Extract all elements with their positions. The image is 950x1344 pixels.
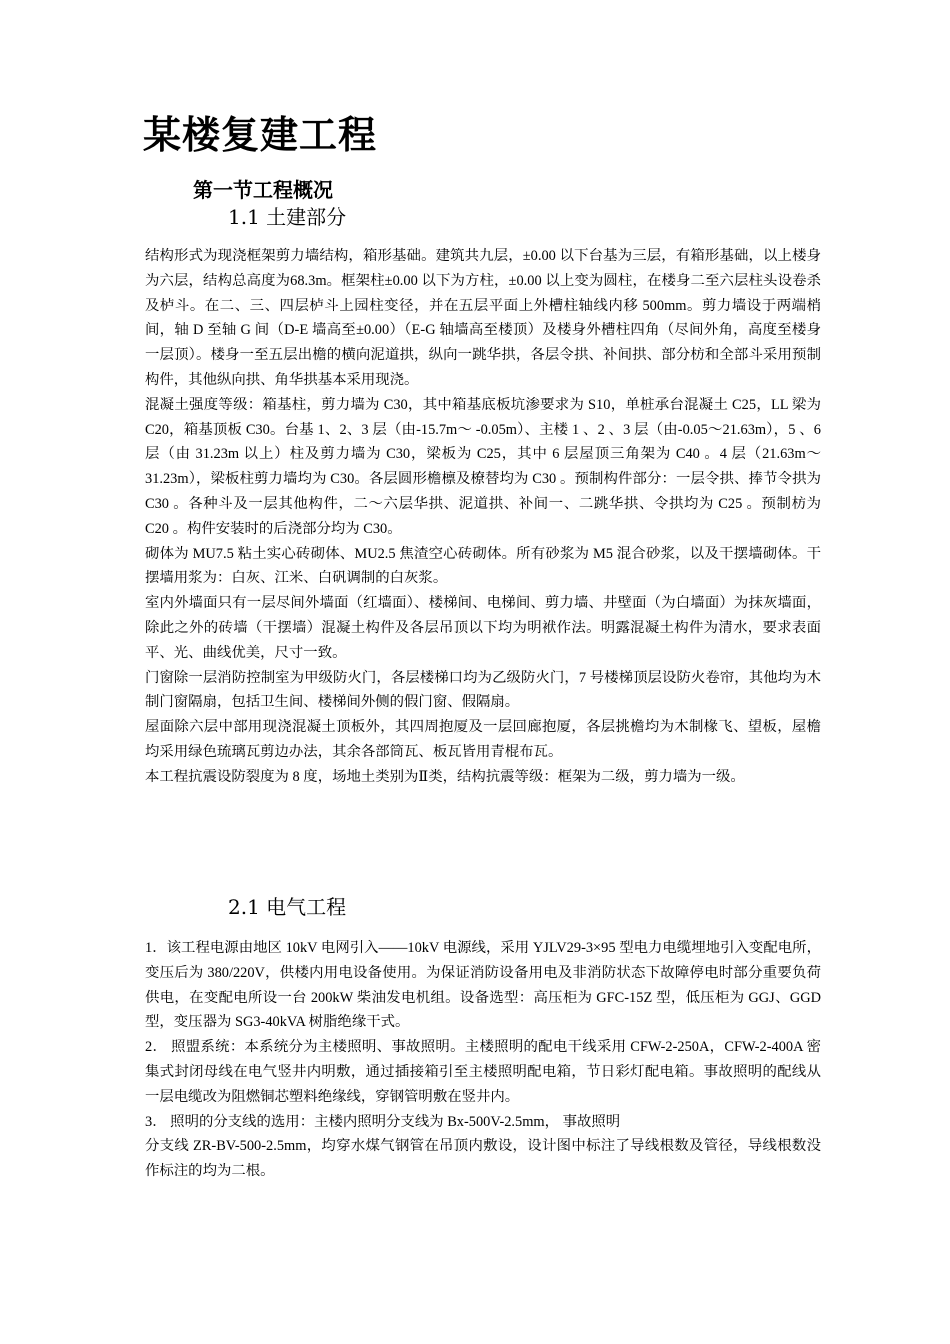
electrical-body xyxy=(145,936,821,1184)
civil-paragraph: 室内外墙面只有一层尽间外墙面（红墙面）、楼梯间、电梯间、剪力墙、井壁面（为白墙面）为抹灰墙面，除此之外的砖墙（干摆墙）混凝土构件及各层吊顶以下均为明袱作法。明露混凝土构件为清水，要求表面平、光、曲线优美，尺寸一致。 xyxy=(145,595,821,661)
document-title: 某楼复建工程 xyxy=(143,112,378,157)
section-heading: 第一节工程概况 xyxy=(193,178,333,202)
electrical-paragraph: 分支线 ZR-BV-500-2.5mm，均穿水煤气钢管在吊顶内敷设，设计图中标注了导线根数及管径，导线根数没作标注的均为二根。 xyxy=(145,1138,821,1180)
electrical-paragraph: 3． 照明的分支线的选用：主楼内照明分支线为 Bx-500V-2.5mm， 事故照明 xyxy=(145,1113,621,1130)
civil-paragraph: 本工程抗震设防裂度为 8 度，场地土类别为Ⅱ类，结构抗震等级：框架为二级，剪力墙为一级。 xyxy=(145,768,745,785)
electrical-paragraph: 2． 照盟系统：本系统分为主楼照明、事故照明。主楼照明的配电干线采用 CFW-2-250A，CFW-2-400A 密集式封闭母线在电气竖井内明敷，通过插接箱引至主楼照明配电箱，节日彩灯配电箱。事故照明的配线从一层电缆改为阻燃铜芯塑料绝缘线，穿钢管明敷在竖井内。 xyxy=(145,1039,821,1105)
electrical-heading: 2.1 电气工程 xyxy=(228,895,347,919)
civil-paragraph: 混凝土强度等级：箱基柱，剪力墙为 C30，其中箱基底板坑渗要求为 S10，单桩承台混凝土 C25，LL 梁为 C20，箱基顶板 C30。台基 1、2、3 层（由-15.7m～ -0.05m）、主楼 1 、2 、3 层（由-0.05～21.63m），5 、6 层（由 31.23m 以上）柱及剪力墙为 C30，梁板为 C25，其中 6 层屋顶三角架为 C40 。4 层（21.63m～31.23m），梁板柱剪力墙均为 C30。各层圆形檐檩及橑替均为 C30 。预制构件部分：一层令拱、捧节令拱为 C30 。各种斗及一层其他构件，二～六层华拱、泥道拱、补间一、二跳华拱、令拱均为 C25 。预制枋为 C20 。构件安装时的后浇部分均为 C30。 xyxy=(145,396,821,537)
civil-paragraph: 屋面除六层中部用现浇混凝土顶板外，其四周抱厦及一层回廊抱厦，各层挑檐均为木制椽飞、望板，屋檐均采用绿色琉璃瓦剪边办法，其余各部筒瓦、板瓦皆用青棍布瓦。 xyxy=(145,719,821,760)
civil-heading: 1.1 土建部分 xyxy=(228,205,347,229)
electrical-paragraph: 1．该工程电源由地区 10kV 电网引入——10kV 电源线，采用 YJLV29-3×95 型电力电缆埋地引入变配电所，变压后为 380/220V，供楼内用电设备使用。为保证消防设备用电及非消防状态下故障停电时部分重要负荷供电，在变配电所设一台 200kW 柴油发电机组。设备选型：高压柜为 GFC-15Z 型，低压柜为 GGJ、GGD 型，变压器为 SG3-40kVA 树脂绝缘干式。 xyxy=(145,940,821,1031)
civil-paragraph: 结构形式为现浇框架剪力墙结构，箱形基础。建筑共九层，±0.00 以下台基为三层，有箱形基础，以上楼身为六层，结构总高度为68.3m。框架柱±0.00 以下为方柱，±0.00 以上变为圆柱，在楼身二至六层柱头设卷杀及栌斗。在二、三、四层栌斗上园柱变径，并在五层平面上外槽柱轴线内移 500mm。剪力墙设于两端梢间，轴 D 至轴 G 间（D-E 墙高至±0.00）（E-G 轴墙高至楼顶）及楼身外槽柱四角（尽间外角，高度至楼身一层顶）。楼身一至五层出檐的横向泥道拱，纵向一跳华拱，各层令拱、补间拱、部分枋和全部斗采用预制构件，其他纵向拱、角华拱基本采用现浇。 xyxy=(145,248,821,388)
civil-paragraph: 门窗除一层消防控制室为甲级防火门，各层楼梯口均为乙级防火门，7 号楼梯顶层设防火卷帘，其他均为木制门窗隔扇，包括卫生间、楼梯间外侧的假门窗、假隔扇。 xyxy=(145,669,821,711)
civil-paragraph: 砌体为 MU7.5 粘土实心砖砌体、MU2.5 焦渣空心砖砌体。所有砂浆为 M5 混合砂浆，以及干摆墙砌体。干摆墙用浆为：白灰、江米、白矾调制的白灰浆。 xyxy=(145,545,821,587)
civil-body xyxy=(145,244,821,790)
